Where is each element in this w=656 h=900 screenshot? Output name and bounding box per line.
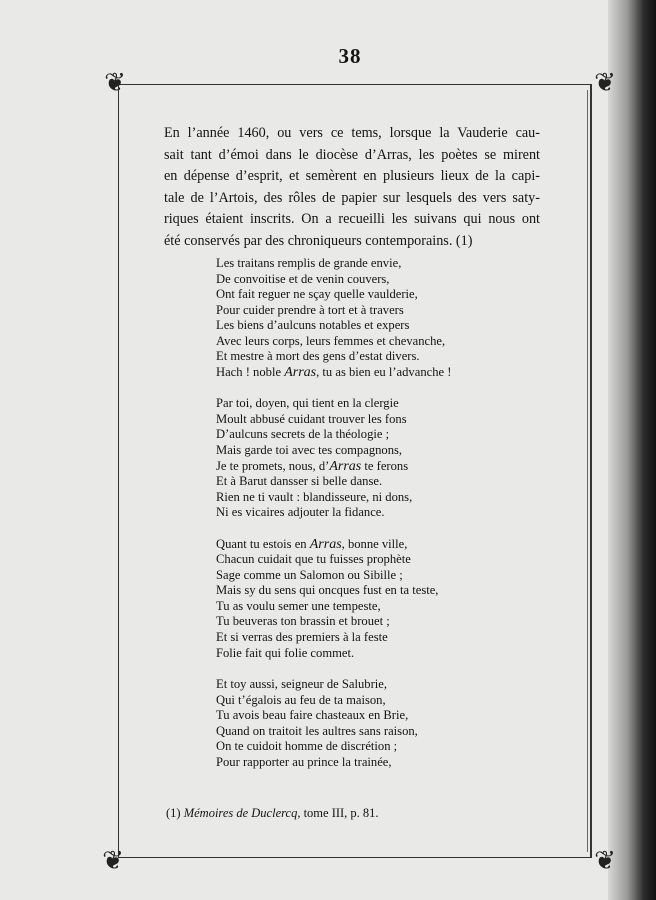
verse-line: Avec leurs corps, leurs femmes et chevanche, [216, 333, 446, 348]
frame-inner-rule [587, 90, 588, 852]
verse-line: Moult abbusé cuidant trouver les fons [216, 411, 407, 426]
poem [216, 256, 516, 786]
verse-text: Quant tu estois en [216, 536, 310, 551]
verse-line: Les biens d’aulcuns notables et expers [216, 318, 410, 333]
intro-line: sait tant d’émoi dans le diocèse d’Arras, les poètes se mirent [164, 146, 540, 163]
verse-text: Hach ! noble [216, 364, 285, 379]
corner-ornament-icon: ❦ [594, 846, 616, 875]
verse-line: Pour cuider prendre à tort et à travers [216, 302, 404, 317]
intro-line: en dépense d’esprit, et semèrent en plusieurs lieux de la capi- [164, 168, 540, 184]
page-edge-shadow [608, 0, 656, 900]
footnote-title: Mémoires de Duclercq, [183, 806, 301, 820]
verse-text: , tu as bien eu l’advanche ! [316, 364, 452, 379]
verse-text: Je te promets, nous, d’ [216, 458, 330, 473]
verse-line: Et toy aussi, seigneur de Salubrie, [216, 677, 388, 692]
intro-line: été conservés par des chroniqueurs contemporains. (1) [164, 232, 473, 249]
stanza-1 [216, 256, 516, 380]
verse-line: Folie fait qui folie commet. [216, 645, 355, 660]
verse-line: Ni es vicaires adjouter la fidance. [216, 505, 385, 520]
page-number: 38 [338, 44, 362, 68]
intro-paragraph [164, 123, 540, 252]
verse-line: D’aulcuns secrets de la théologie ; [216, 427, 390, 442]
footnote-marker: (1) [166, 806, 181, 820]
verse-line: Chacun cuidait que tu fuisses prophète [216, 552, 411, 567]
verse-italic-name: Arras [309, 536, 342, 552]
verse-line: Rien ne ti vault : blandisseure, ni dons, [216, 489, 413, 504]
intro-line: riques étaient inscrits. On a recueilli les suivans qui nous ont [164, 211, 540, 227]
verse-line: De convoitise et de venin couvers, [216, 271, 390, 286]
stanza-2 [216, 396, 516, 520]
verse-italic-name: Arras [284, 364, 317, 380]
stanza-3 [216, 537, 516, 661]
verse-line: Par toi, doyen, qui tient en la clergie [216, 396, 399, 411]
footnote [166, 806, 379, 821]
stanza-4 [216, 677, 516, 770]
corner-ornament-icon: ❦ [594, 68, 616, 97]
verse-line: Pour rapporter au prince la trainée, [216, 754, 392, 769]
verse-line: Tu as voulu semer une tempeste, [216, 598, 381, 613]
verse-line: Qui t’égalois au feu de ta maison, [216, 692, 386, 707]
verse-text: , bonne ville, [341, 536, 408, 551]
verse-line: Quand on traitoit les aultres sans raison, [216, 723, 418, 738]
verse-line [216, 365, 516, 381]
corner-ornament-icon: ❦ [102, 846, 124, 875]
verse-line: Et à Barut dansser si belle danse. [216, 474, 383, 489]
verse-line: Mais sy du sens qui oncques fust en ta teste, [216, 583, 439, 598]
footnote-reference: tome III, p. 81. [303, 806, 379, 820]
verse-line: Ont fait reguer ne sçay quelle vaulderie, [216, 287, 418, 302]
verse-line: Les traitans remplis de grande envie, [216, 256, 402, 270]
verse-line: Et mestre à mort des gens d’estat divers. [216, 349, 420, 364]
verse-line: Mais garde toi avec tes compagnons, [216, 443, 403, 458]
intro-line: En l’année 1460, ou vers ce tems, lorsque la Vauderie cau- [164, 125, 540, 141]
verse-line [216, 459, 516, 475]
verse-line: Tu avois beau faire chasteaux en Brie, [216, 708, 409, 723]
verse-italic-name: Arras [329, 458, 362, 474]
corner-ornament-icon: ❦ [104, 68, 126, 97]
verse-line: Et si verras des premiers à la feste [216, 630, 388, 645]
verse-line [216, 537, 516, 553]
intro-line: tale de l’Artois, des rôles de papier sur lesquels des vers saty- [164, 189, 540, 206]
verse-line: Tu beuveras ton brassin et brouet ; [216, 614, 390, 629]
verse-line: On te cuidoit homme de discrétion ; [216, 739, 398, 754]
verse-text: te ferons [361, 458, 409, 473]
verse-line: Sage comme un Salomon ou Sibille ; [216, 567, 403, 582]
